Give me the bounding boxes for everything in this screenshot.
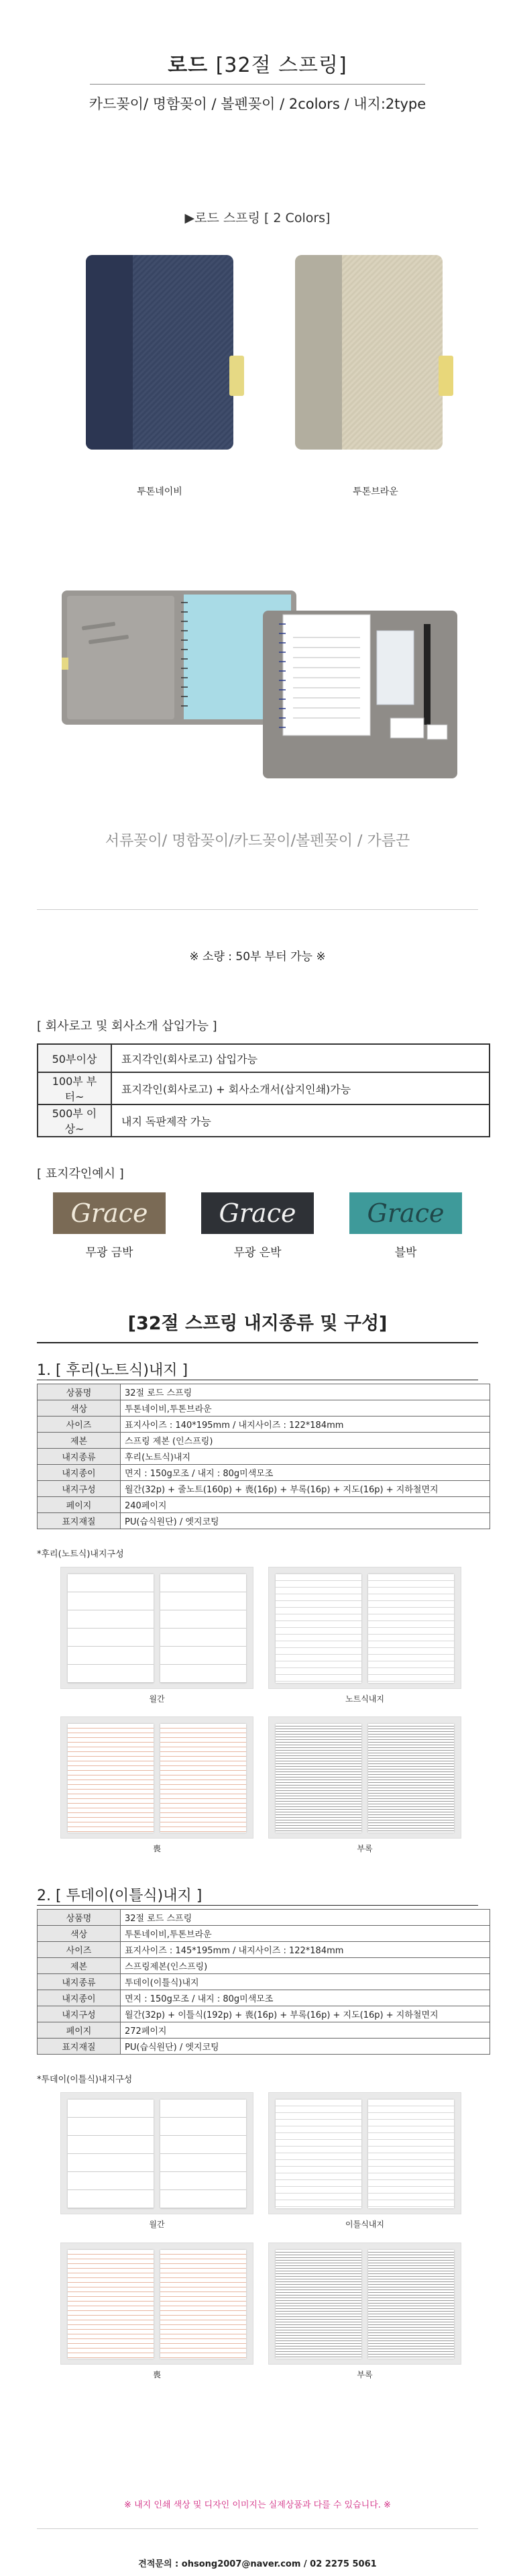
spec-key: 내지종이 bbox=[38, 1465, 121, 1481]
table-row bbox=[38, 2006, 490, 2022]
disclaimer-note: ※ 내지 인쇄 색상 및 디자인 이미지는 실제상품과 다를 수 있습니다. ※ bbox=[124, 2500, 391, 2510]
sheet-page bbox=[68, 2250, 154, 2359]
brown-closure-tab bbox=[439, 356, 453, 396]
spec-key: 페이지 bbox=[38, 1497, 121, 1513]
spec1-sheet-monthly bbox=[60, 1567, 253, 1689]
spec-value: 투데이(이틀식)내지 bbox=[121, 1974, 490, 1990]
desc-cell: 내지 독판제작 가능 bbox=[111, 1104, 490, 1137]
spec2-rule bbox=[37, 1905, 478, 1906]
spec-key: 상품명 bbox=[38, 1910, 121, 1926]
product-label-navy: 투톤네이비 bbox=[137, 486, 182, 497]
spec-key: 표지재질 bbox=[38, 2039, 121, 2055]
product-navy bbox=[86, 255, 247, 450]
spec-key: 색상 bbox=[38, 1926, 121, 1942]
table-row bbox=[38, 1384, 490, 1400]
spec-key: 내지종류 bbox=[38, 1974, 121, 1990]
sheet-page bbox=[68, 1574, 154, 1683]
spec-key: 페이지 bbox=[38, 2022, 121, 2039]
pen bbox=[424, 624, 431, 725]
title-bracket: [32절 스프링] bbox=[215, 54, 347, 77]
table-row bbox=[38, 1497, 490, 1513]
table-row bbox=[38, 1513, 490, 1529]
table-row bbox=[38, 2022, 490, 2039]
navy-texture bbox=[133, 255, 233, 450]
spec1-caption: *후리(노트식)내지구성 bbox=[37, 1549, 124, 1559]
divider bbox=[37, 909, 478, 910]
spec1-sheet-notes bbox=[268, 1567, 461, 1689]
table-row bbox=[38, 1400, 490, 1416]
spec-value: PU(습식원단) / 엣지코팅 bbox=[121, 2039, 490, 2055]
engrave-sample-silver: Grace bbox=[201, 1192, 314, 1234]
spec-value: 272페이지 bbox=[121, 2022, 490, 2039]
spec1-title: 1. [ 후리(노트식)내지 ] bbox=[37, 1362, 188, 1379]
spec2-table bbox=[37, 1909, 490, 2055]
product-label-brown: 투톤브라운 bbox=[353, 486, 398, 497]
table-row bbox=[38, 1958, 490, 1974]
sheet-page bbox=[68, 1724, 154, 1833]
sheet-page bbox=[368, 1574, 454, 1683]
sheet-page bbox=[68, 2100, 154, 2208]
footer-rule bbox=[37, 2528, 478, 2529]
table-row bbox=[38, 1465, 490, 1481]
spec-value: 월간(32p) + 이틀식(192p) + 喪(16p) + 부록(16p) + 지도(16p) + 지하철면지 bbox=[121, 2006, 490, 2022]
spec1-sheet-label-notes: 노트식내지 bbox=[345, 1694, 384, 1704]
right-open-page bbox=[283, 615, 370, 735]
table-row bbox=[38, 2039, 490, 2055]
navy-closure-tab bbox=[229, 356, 244, 396]
navy-spine bbox=[86, 255, 133, 450]
desc-cell: 표지각인(회사로고) + 회사소개서(삽지인쇄)가능 bbox=[111, 1072, 490, 1104]
spec-key: 내지구성 bbox=[38, 2006, 121, 2022]
spec-value: 월간(32p) + 줄노트(160p) + 喪(16p) + 부록(16p) + 지도(16p) + 지하철면지 bbox=[121, 1481, 490, 1497]
engrave-sample-gold: Grace bbox=[53, 1192, 166, 1234]
title-divider bbox=[90, 84, 425, 85]
spec-value: 스프링제본(인스프링) bbox=[121, 1958, 490, 1974]
heading-rule bbox=[37, 1342, 478, 1343]
spec-value: PU(습식원단) / 엣지코팅 bbox=[121, 1513, 490, 1529]
table-row bbox=[38, 1481, 490, 1497]
page-subtitle: 카드꽂이/ 명함꽂이 / 볼펜꽂이 / 2colors / 내지:2type bbox=[89, 96, 426, 112]
engrave-label-silver: 무광 은박 bbox=[233, 1246, 282, 1259]
qty-cell: 500부 이상~ bbox=[38, 1104, 111, 1137]
min-qty-text: ※ 소량 : 50부 부터 가능 ※ bbox=[189, 950, 326, 964]
qty-cell: 100부 부터~ bbox=[38, 1072, 111, 1104]
inner-section-heading: [32절 스프링 내지종류 및 구성] bbox=[127, 1313, 388, 1334]
spec2-sheet-label-twoday: 이틀식내지 bbox=[345, 2220, 384, 2229]
sheet-page bbox=[160, 1724, 246, 1833]
spec1-sheet-dense bbox=[60, 1716, 253, 1839]
spec2-sheet-twoday bbox=[268, 2092, 461, 2214]
spec-value: 면지 : 150g모조 / 내지 : 80g미색모조 bbox=[121, 1465, 490, 1481]
table-row bbox=[38, 1990, 490, 2006]
spec-key: 내지종이 bbox=[38, 1990, 121, 2006]
spec-value: 32절 로드 스프링 bbox=[121, 1384, 490, 1400]
spec1-sheet-label-appendix: 부록 bbox=[357, 1844, 373, 1853]
spec-value: 표지사이즈 : 140*195mm / 내지사이즈 : 122*184mm bbox=[121, 1416, 490, 1433]
table-row bbox=[38, 1416, 490, 1433]
spec2-sheet-dense bbox=[60, 2243, 253, 2365]
table-row bbox=[38, 1044, 490, 1072]
sheet-page bbox=[276, 2250, 361, 2359]
spec-value: 투톤네이비,투톤브라운 bbox=[121, 1926, 490, 1942]
spec-key: 표지재질 bbox=[38, 1513, 121, 1529]
spec-key: 제본 bbox=[38, 1433, 121, 1449]
features-text: 서류꽂이/ 명함꽂이/카드꽂이/볼펜꽂이 / 가름끈 bbox=[105, 833, 410, 849]
spec2-sheet-appendix bbox=[268, 2243, 461, 2365]
contact-info: 견적문의 : ohsong2007@naver.com / 02 2275 5061 bbox=[138, 2559, 377, 2569]
desc-cell: 표지각인(회사로고) 삽입가능 bbox=[111, 1044, 490, 1072]
spec2-caption: *투데이(이틀식)내지구성 bbox=[37, 2075, 133, 2085]
spec-key: 사이즈 bbox=[38, 1416, 121, 1433]
spec-value: 240페이지 bbox=[121, 1497, 490, 1513]
table-row bbox=[38, 1974, 490, 1990]
sheet-page bbox=[160, 2100, 246, 2208]
sheet-page bbox=[368, 2100, 454, 2208]
spec1-sheet-label-dense: 喪 bbox=[152, 1844, 161, 1853]
spec-value: 스프링 제본 (인스프링) bbox=[121, 1433, 490, 1449]
sheet-page bbox=[276, 2100, 361, 2208]
spec1-sheet-appendix bbox=[268, 1716, 461, 1839]
spec2-sheet-label-dense: 喪 bbox=[152, 2370, 161, 2379]
navy-cover bbox=[86, 255, 233, 450]
brown-spine bbox=[295, 255, 342, 450]
table-row bbox=[38, 1433, 490, 1449]
logo-options-table bbox=[37, 1043, 490, 1137]
title-main: 로드 bbox=[168, 54, 209, 77]
engrave-section-heading: [ 표지각인예시 ] bbox=[37, 1167, 124, 1181]
colors-section-label: ▶로드 스프링 [ 2 Colors] bbox=[184, 211, 331, 225]
spec2-sheet-label-appendix: 부록 bbox=[357, 2370, 373, 2379]
spec-key: 내지구성 bbox=[38, 1481, 121, 1497]
spec2-sheet-label-monthly: 월간 bbox=[149, 2220, 165, 2229]
spec-key: 제본 bbox=[38, 1958, 121, 1974]
spec2-sheet-monthly bbox=[60, 2092, 253, 2214]
logo-section-heading: [ 회사로고 및 회사소개 삽입가능 ] bbox=[37, 1019, 217, 1033]
qty-cell: 50부이상 bbox=[38, 1044, 111, 1072]
table-row bbox=[38, 1926, 490, 1942]
sheet-page bbox=[276, 1574, 361, 1683]
spec2-title: 2. [ 투데이(이틀식)내지 ] bbox=[37, 1888, 203, 1904]
spec1-sheet-label-monthly: 월간 bbox=[149, 1694, 165, 1704]
spec-value: 32절 로드 스프링 bbox=[121, 1910, 490, 1926]
table-row bbox=[38, 1449, 490, 1465]
spec-key: 사이즈 bbox=[38, 1942, 121, 1958]
sheet-page bbox=[368, 1724, 454, 1833]
brown-texture bbox=[342, 255, 443, 450]
brown-cover bbox=[295, 255, 443, 450]
spec-value: 후리(노트식)내지 bbox=[121, 1449, 490, 1465]
engrave-label-blind: 블박 bbox=[394, 1246, 417, 1259]
spec-key: 상품명 bbox=[38, 1384, 121, 1400]
spec-value: 면지 : 150g모조 / 내지 : 80g미색모조 bbox=[121, 1990, 490, 2006]
page-title bbox=[0, 48, 515, 78]
sheet-page bbox=[368, 2250, 454, 2359]
engrave-sample-blind: Grace bbox=[349, 1192, 462, 1234]
product-brown bbox=[295, 255, 456, 450]
spec-key: 색상 bbox=[38, 1400, 121, 1416]
sheet-page bbox=[276, 1724, 361, 1833]
spec-value: 표지사이즈 : 145*195mm / 내지사이즈 : 122*184mm bbox=[121, 1942, 490, 1958]
spec-key: 내지종류 bbox=[38, 1449, 121, 1465]
sheet-page bbox=[160, 2250, 246, 2359]
table-row bbox=[38, 1910, 490, 1926]
open-book-photo bbox=[62, 584, 457, 785]
engrave-label-gold: 무광 금박 bbox=[85, 1246, 133, 1259]
sheet-page bbox=[160, 1574, 246, 1683]
table-row bbox=[38, 1942, 490, 1958]
spec1-table bbox=[37, 1384, 490, 1529]
table-row bbox=[38, 1104, 490, 1137]
spec-value: 투톤네이비,투톤브라운 bbox=[121, 1400, 490, 1416]
table-row bbox=[38, 1072, 490, 1104]
